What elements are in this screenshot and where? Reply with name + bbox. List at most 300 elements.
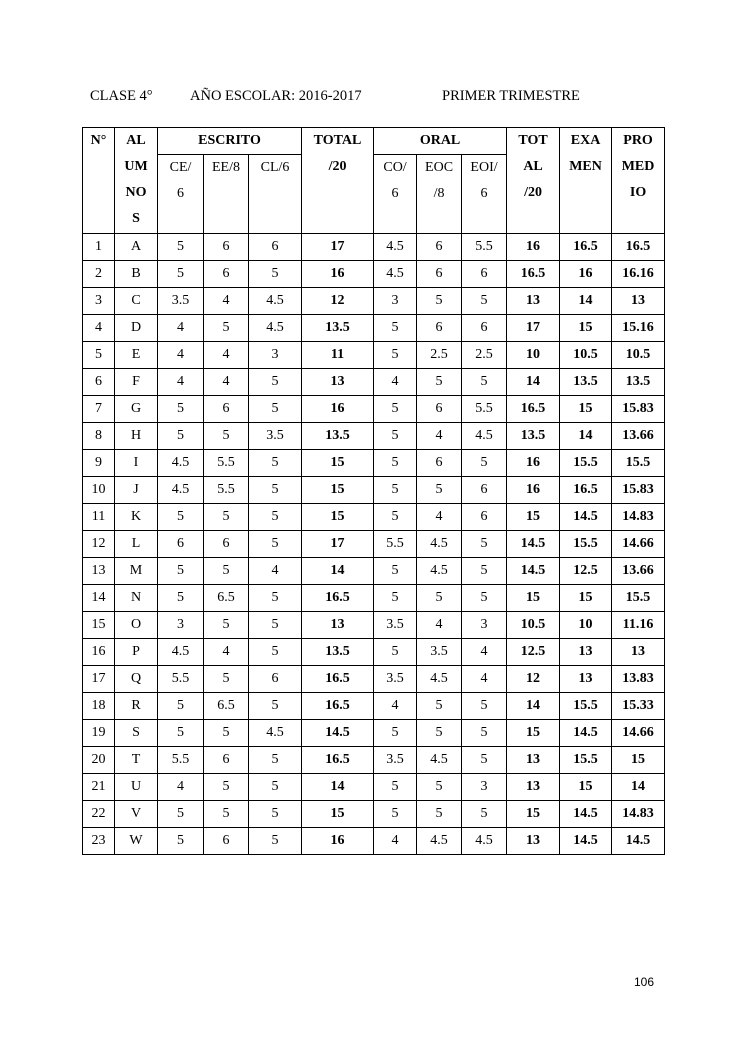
cell-promedio: 14.66 — [612, 531, 665, 558]
cell-ce: 5 — [158, 234, 204, 261]
cell-alumno: O — [115, 612, 158, 639]
cell-co: 5 — [374, 342, 417, 369]
header-examen: EXA MEN — [560, 128, 612, 234]
cell-eoc: 4.5 — [417, 558, 462, 585]
cell-ee: 5 — [204, 558, 249, 585]
cell-promedio: 13.66 — [612, 558, 665, 585]
cell-total-escrito: 14.5 — [302, 720, 374, 747]
cell-total-escrito: 13.5 — [302, 315, 374, 342]
cell-eoi: 4.5 — [462, 423, 507, 450]
table-row — [83, 234, 665, 261]
cell-examen: 13 — [560, 666, 612, 693]
cell-ce: 4.5 — [158, 450, 204, 477]
cell-promedio: 13.66 — [612, 423, 665, 450]
cell-ce: 3 — [158, 612, 204, 639]
cell-examen: 15 — [560, 315, 612, 342]
table-row — [83, 396, 665, 423]
cell-examen: 13 — [560, 639, 612, 666]
cell-examen: 14 — [560, 423, 612, 450]
cell-promedio: 16.16 — [612, 261, 665, 288]
cell-co: 5 — [374, 396, 417, 423]
table-row — [83, 477, 665, 504]
cell-cl: 4.5 — [249, 315, 302, 342]
cell-eoc: 4.5 — [417, 666, 462, 693]
cell-cl: 5 — [249, 369, 302, 396]
cell-alumno: N — [115, 585, 158, 612]
cell-cl: 5 — [249, 639, 302, 666]
table-row — [83, 315, 665, 342]
header-ce: CE/ 6 — [158, 155, 204, 234]
cell-alumno: G — [115, 396, 158, 423]
cell-ce: 5 — [158, 558, 204, 585]
cell-total-escrito: 14 — [302, 774, 374, 801]
cell-total-oral: 13 — [507, 774, 560, 801]
cell-ce: 5 — [158, 504, 204, 531]
cell-ee: 6.5 — [204, 693, 249, 720]
table-row — [83, 828, 665, 855]
cell-co: 5 — [374, 450, 417, 477]
cell-eoi: 5 — [462, 585, 507, 612]
cell-co: 3.5 — [374, 666, 417, 693]
cell-examen: 15 — [560, 396, 612, 423]
cell-total-oral: 16 — [507, 234, 560, 261]
cell-total-escrito: 16 — [302, 261, 374, 288]
cell-promedio: 16.5 — [612, 234, 665, 261]
cell-num: 20 — [83, 747, 115, 774]
cell-total-escrito: 16.5 — [302, 585, 374, 612]
cell-cl: 3 — [249, 342, 302, 369]
cell-co: 3.5 — [374, 747, 417, 774]
cell-eoi: 4 — [462, 666, 507, 693]
cell-eoc: 5 — [417, 774, 462, 801]
cell-eoc: 4 — [417, 423, 462, 450]
cell-ee: 5 — [204, 720, 249, 747]
cell-total-escrito: 14 — [302, 558, 374, 585]
table-row — [83, 639, 665, 666]
cell-num: 4 — [83, 315, 115, 342]
cell-promedio: 13 — [612, 639, 665, 666]
cell-promedio: 13.5 — [612, 369, 665, 396]
cell-co: 5 — [374, 585, 417, 612]
cell-alumno: L — [115, 531, 158, 558]
cell-eoc: 5 — [417, 693, 462, 720]
cell-promedio: 15.16 — [612, 315, 665, 342]
cell-total-escrito: 16.5 — [302, 666, 374, 693]
cell-ee: 6.5 — [204, 585, 249, 612]
cell-alumno: T — [115, 747, 158, 774]
cell-alumno: V — [115, 801, 158, 828]
cell-co: 3 — [374, 288, 417, 315]
cell-co: 4 — [374, 828, 417, 855]
cell-promedio: 14.66 — [612, 720, 665, 747]
cell-co: 5 — [374, 774, 417, 801]
cell-co: 4.5 — [374, 261, 417, 288]
cell-cl: 5 — [249, 450, 302, 477]
cell-cl: 6 — [249, 234, 302, 261]
cell-num: 10 — [83, 477, 115, 504]
cell-examen: 15 — [560, 585, 612, 612]
cell-num: 8 — [83, 423, 115, 450]
cell-cl: 3.5 — [249, 423, 302, 450]
cell-co: 4.5 — [374, 234, 417, 261]
cell-eoc: 5 — [417, 720, 462, 747]
table-row — [83, 693, 665, 720]
cell-eoi: 5 — [462, 531, 507, 558]
cell-examen: 13.5 — [560, 369, 612, 396]
cell-promedio: 15.5 — [612, 450, 665, 477]
cell-eoc: 6 — [417, 261, 462, 288]
cell-total-oral: 14 — [507, 369, 560, 396]
cell-eoi: 3 — [462, 612, 507, 639]
cell-ee: 5 — [204, 801, 249, 828]
cell-ce: 4.5 — [158, 639, 204, 666]
cell-ee: 5.5 — [204, 477, 249, 504]
table-row — [83, 747, 665, 774]
cell-co: 5.5 — [374, 531, 417, 558]
cell-ee: 6 — [204, 828, 249, 855]
cell-eoi: 5.5 — [462, 234, 507, 261]
cell-num: 17 — [83, 666, 115, 693]
cell-eoi: 5 — [462, 747, 507, 774]
cell-total-oral: 12.5 — [507, 639, 560, 666]
cell-eoc: 3.5 — [417, 639, 462, 666]
cell-co: 5 — [374, 720, 417, 747]
cell-promedio: 14.83 — [612, 504, 665, 531]
cell-alumno: M — [115, 558, 158, 585]
cell-eoc: 5 — [417, 477, 462, 504]
table-row — [83, 666, 665, 693]
cell-total-oral: 15 — [507, 801, 560, 828]
cell-ee: 6 — [204, 234, 249, 261]
cell-eoc: 5 — [417, 801, 462, 828]
cell-eoi: 6 — [462, 504, 507, 531]
header-alumnos: AL UM NO S — [115, 128, 158, 234]
cell-total-oral: 15 — [507, 720, 560, 747]
cell-examen: 10 — [560, 612, 612, 639]
page-number: 106 — [634, 975, 655, 989]
cell-num: 12 — [83, 531, 115, 558]
cell-promedio: 15.5 — [612, 585, 665, 612]
cell-total-escrito: 13.5 — [302, 639, 374, 666]
cell-ce: 5 — [158, 828, 204, 855]
cell-ce: 6 — [158, 531, 204, 558]
cell-total-escrito: 15 — [302, 477, 374, 504]
cell-num: 21 — [83, 774, 115, 801]
cell-num: 7 — [83, 396, 115, 423]
cell-ee: 4 — [204, 288, 249, 315]
cell-cl: 5 — [249, 801, 302, 828]
cell-total-oral: 15 — [507, 585, 560, 612]
cell-promedio: 13.83 — [612, 666, 665, 693]
cell-co: 4 — [374, 369, 417, 396]
table-row — [83, 423, 665, 450]
cell-examen: 16.5 — [560, 234, 612, 261]
cell-cl: 5 — [249, 531, 302, 558]
cell-num: 6 — [83, 369, 115, 396]
cell-num: 14 — [83, 585, 115, 612]
table-row — [83, 342, 665, 369]
cell-total-escrito: 17 — [302, 234, 374, 261]
cell-cl: 5 — [249, 693, 302, 720]
cell-ce: 5 — [158, 423, 204, 450]
cell-promedio: 14 — [612, 774, 665, 801]
cell-eoc: 4 — [417, 504, 462, 531]
cell-total-oral: 10 — [507, 342, 560, 369]
cell-examen: 14 — [560, 288, 612, 315]
cell-examen: 15.5 — [560, 747, 612, 774]
cell-total-oral: 17 — [507, 315, 560, 342]
cell-co: 5 — [374, 504, 417, 531]
cell-total-escrito: 12 — [302, 288, 374, 315]
cell-num: 11 — [83, 504, 115, 531]
cell-eoc: 4 — [417, 612, 462, 639]
cell-total-oral: 14.5 — [507, 531, 560, 558]
cell-num: 3 — [83, 288, 115, 315]
cell-total-oral: 13.5 — [507, 423, 560, 450]
cell-alumno: Q — [115, 666, 158, 693]
cell-alumno: R — [115, 693, 158, 720]
cell-co: 5 — [374, 477, 417, 504]
cell-ce: 4.5 — [158, 477, 204, 504]
cell-co: 4 — [374, 693, 417, 720]
cell-eoc: 4.5 — [417, 828, 462, 855]
cell-promedio: 11.16 — [612, 612, 665, 639]
table-row — [83, 288, 665, 315]
cell-examen: 15 — [560, 774, 612, 801]
cell-total-oral: 14 — [507, 693, 560, 720]
cell-cl: 5 — [249, 774, 302, 801]
header-eoi: EOI/ 6 — [462, 155, 507, 234]
cell-total-escrito: 13 — [302, 369, 374, 396]
cell-num: 22 — [83, 801, 115, 828]
cell-cl: 4.5 — [249, 288, 302, 315]
cell-ee: 5 — [204, 612, 249, 639]
cell-alumno: J — [115, 477, 158, 504]
cell-total-escrito: 16.5 — [302, 693, 374, 720]
cell-total-escrito: 15 — [302, 504, 374, 531]
cell-total-escrito: 13.5 — [302, 423, 374, 450]
table-row — [83, 612, 665, 639]
cell-total-escrito: 11 — [302, 342, 374, 369]
cell-eoc: 6 — [417, 396, 462, 423]
cell-ee: 5 — [204, 504, 249, 531]
cell-eoi: 5 — [462, 801, 507, 828]
header-cl: CL/6 — [249, 155, 302, 234]
cell-eoc: 5 — [417, 288, 462, 315]
cell-ee: 6 — [204, 531, 249, 558]
cell-eoi: 6 — [462, 477, 507, 504]
header-total-escrito: TOTAL /20 — [302, 128, 374, 234]
cell-co: 3.5 — [374, 612, 417, 639]
cell-eoi: 2.5 — [462, 342, 507, 369]
table-row — [83, 261, 665, 288]
cell-total-oral: 13 — [507, 747, 560, 774]
grades-table — [82, 127, 665, 855]
cell-cl: 5 — [249, 585, 302, 612]
cell-eoc: 6 — [417, 315, 462, 342]
cell-co: 5 — [374, 558, 417, 585]
table-row — [83, 801, 665, 828]
cell-total-oral: 12 — [507, 666, 560, 693]
cell-ee: 5 — [204, 666, 249, 693]
cell-alumno: B — [115, 261, 158, 288]
cell-ce: 5 — [158, 693, 204, 720]
cell-alumno: W — [115, 828, 158, 855]
cell-cl: 4.5 — [249, 720, 302, 747]
header-escrito: ESCRITO — [158, 128, 302, 155]
cell-total-escrito: 15 — [302, 450, 374, 477]
cell-co: 5 — [374, 423, 417, 450]
table-row — [83, 531, 665, 558]
cell-examen: 15.5 — [560, 531, 612, 558]
cell-total-escrito: 17 — [302, 531, 374, 558]
cell-examen: 12.5 — [560, 558, 612, 585]
header-promedio: PRO MED IO — [612, 128, 665, 234]
cell-eoi: 5 — [462, 720, 507, 747]
cell-num: 18 — [83, 693, 115, 720]
cell-eoi: 5 — [462, 693, 507, 720]
cell-ee: 5.5 — [204, 450, 249, 477]
cell-total-oral: 13 — [507, 828, 560, 855]
table-row — [83, 720, 665, 747]
cell-eoc: 5 — [417, 585, 462, 612]
header-total-oral: TOT AL /20 — [507, 128, 560, 234]
cell-total-escrito: 15 — [302, 801, 374, 828]
cell-ee: 4 — [204, 369, 249, 396]
cell-promedio: 15 — [612, 747, 665, 774]
header-ee: EE/8 — [204, 155, 249, 234]
cell-ce: 5 — [158, 585, 204, 612]
table-row — [83, 558, 665, 585]
table-row — [83, 504, 665, 531]
cell-ce: 5 — [158, 720, 204, 747]
cell-promedio: 14.5 — [612, 828, 665, 855]
cell-eoi: 5 — [462, 450, 507, 477]
cell-examen: 10.5 — [560, 342, 612, 369]
cell-eoi: 5 — [462, 369, 507, 396]
cell-cl: 5 — [249, 477, 302, 504]
cell-ce: 5 — [158, 801, 204, 828]
cell-total-escrito: 16 — [302, 828, 374, 855]
cell-ce: 4 — [158, 342, 204, 369]
cell-examen: 14.5 — [560, 801, 612, 828]
cell-num: 9 — [83, 450, 115, 477]
cell-total-oral: 16.5 — [507, 261, 560, 288]
cell-cl: 6 — [249, 666, 302, 693]
cell-num: 5 — [83, 342, 115, 369]
cell-total-oral: 16 — [507, 477, 560, 504]
cell-examen: 15.5 — [560, 693, 612, 720]
cell-cl: 5 — [249, 828, 302, 855]
cell-promedio: 10.5 — [612, 342, 665, 369]
cell-eoi: 5 — [462, 558, 507, 585]
cell-promedio: 15.83 — [612, 396, 665, 423]
cell-ee: 4 — [204, 342, 249, 369]
cell-ee: 4 — [204, 639, 249, 666]
cell-eoc: 6 — [417, 234, 462, 261]
cell-alumno: D — [115, 315, 158, 342]
cell-alumno: F — [115, 369, 158, 396]
cell-ee: 5 — [204, 774, 249, 801]
class-label: CLASE 4° — [90, 88, 153, 104]
cell-eoi: 3 — [462, 774, 507, 801]
cell-co: 5 — [374, 315, 417, 342]
cell-eoi: 6 — [462, 315, 507, 342]
cell-cl: 5 — [249, 396, 302, 423]
cell-total-escrito: 16 — [302, 396, 374, 423]
cell-ee: 6 — [204, 396, 249, 423]
cell-total-oral: 15 — [507, 504, 560, 531]
cell-ee: 6 — [204, 261, 249, 288]
cell-co: 5 — [374, 639, 417, 666]
cell-examen: 14.5 — [560, 828, 612, 855]
cell-num: 16 — [83, 639, 115, 666]
table-row — [83, 774, 665, 801]
cell-promedio: 14.83 — [612, 801, 665, 828]
cell-alumno: C — [115, 288, 158, 315]
cell-ee: 5 — [204, 423, 249, 450]
cell-num: 1 — [83, 234, 115, 261]
cell-total-escrito: 13 — [302, 612, 374, 639]
cell-alumno: A — [115, 234, 158, 261]
cell-ce: 5.5 — [158, 666, 204, 693]
cell-ce: 3.5 — [158, 288, 204, 315]
cell-cl: 5 — [249, 747, 302, 774]
cell-alumno: P — [115, 639, 158, 666]
cell-ce: 4 — [158, 315, 204, 342]
cell-eoc: 4.5 — [417, 531, 462, 558]
cell-eoi: 5 — [462, 288, 507, 315]
cell-ce: 4 — [158, 774, 204, 801]
cell-eoc: 4.5 — [417, 747, 462, 774]
cell-examen: 15.5 — [560, 450, 612, 477]
cell-total-oral: 16.5 — [507, 396, 560, 423]
cell-num: 19 — [83, 720, 115, 747]
cell-cl: 5 — [249, 504, 302, 531]
table-row — [83, 585, 665, 612]
cell-total-oral: 16 — [507, 450, 560, 477]
header-num: N° — [83, 128, 115, 234]
cell-examen: 14.5 — [560, 720, 612, 747]
cell-examen: 14.5 — [560, 504, 612, 531]
cell-ee: 5 — [204, 315, 249, 342]
cell-eoi: 5.5 — [462, 396, 507, 423]
cell-total-oral: 14.5 — [507, 558, 560, 585]
term-label: PRIMER TRIMESTRE — [442, 88, 580, 104]
cell-ce: 4 — [158, 369, 204, 396]
cell-num: 23 — [83, 828, 115, 855]
cell-promedio: 13 — [612, 288, 665, 315]
cell-num: 13 — [83, 558, 115, 585]
header-eoc: EOC /8 — [417, 155, 462, 234]
grades-body — [83, 234, 665, 855]
cell-eoc: 5 — [417, 369, 462, 396]
cell-eoi: 4 — [462, 639, 507, 666]
cell-cl: 5 — [249, 612, 302, 639]
cell-ce: 5 — [158, 261, 204, 288]
cell-alumno: H — [115, 423, 158, 450]
cell-total-escrito: 16.5 — [302, 747, 374, 774]
cell-eoi: 6 — [462, 261, 507, 288]
cell-cl: 5 — [249, 261, 302, 288]
table-row — [83, 369, 665, 396]
cell-ee: 6 — [204, 747, 249, 774]
cell-examen: 16 — [560, 261, 612, 288]
cell-eoc: 2.5 — [417, 342, 462, 369]
cell-ce: 5 — [158, 396, 204, 423]
cell-eoi: 4.5 — [462, 828, 507, 855]
cell-alumno: S — [115, 720, 158, 747]
